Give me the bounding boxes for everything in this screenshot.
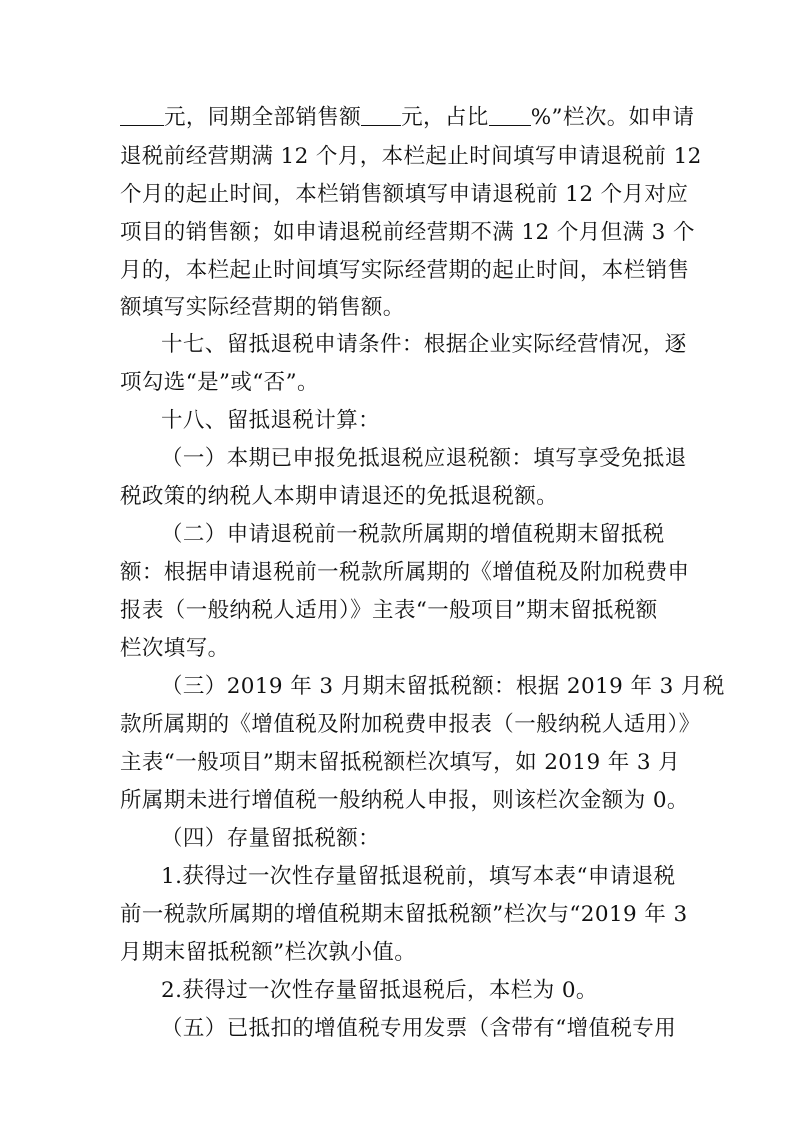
- item-2-line-2: 额：根据申请退税前一税款所属期的《增值税及附加税费申: [120, 560, 690, 585]
- text-line-5: 月的，本栏起止时间填写实际经营期的起止时间，本栏销售: [120, 258, 690, 283]
- item-4-sub-2: 2.获得过一次性存量留抵退税后，本栏为 0。: [161, 978, 598, 1003]
- item-3-line-3: 主表“一般项目”期末留抵税额栏次填写，如 2019 年 3 月: [120, 750, 681, 775]
- text-segment: 元，同期全部销售额: [164, 105, 362, 130]
- text-segment: %”栏次。如申请: [530, 105, 695, 130]
- item-4-sub-1-line-2: 前一税款所属期的增值税期末留抵税额”栏次与“2019 年 3: [120, 902, 688, 927]
- text-line-3: 个月的起止时间，本栏销售额填写申请退税前 12 个月对应: [120, 182, 689, 207]
- blank-underline: [489, 101, 531, 126]
- item-2-line-3: 报表（一般纳税人适用）》主表“一般项目”期末留抵税额: [120, 598, 658, 623]
- blank-underline: [361, 101, 401, 126]
- item-4-heading: （四）存量留抵税额：: [161, 826, 381, 851]
- text-line-1: [120, 100, 694, 136]
- text-line-8: 项勾选“是”或“否”。: [120, 370, 319, 395]
- item-4-sub-1-line-3: 月期末留抵税额”栏次孰小值。: [120, 940, 417, 965]
- blank-underline: [120, 101, 164, 126]
- item-3-line-4: 所属期未进行增值税一般纳税人申报，则该栏次金额为 0。: [120, 788, 689, 813]
- text-line-2: 退税前经营期满 12 个月，本栏起止时间填写申请退税前 12: [120, 144, 702, 169]
- text-line-4: 项目的销售额；如申请退税前经营期不满 12 个月但满 3 个: [120, 220, 695, 245]
- item-3-line-1: （三）2019 年 3 月期末留抵税额：根据 2019 年 3 月税: [161, 674, 725, 699]
- item-2-line-4: 栏次填写。: [120, 636, 230, 661]
- section-18-heading: 十八、留抵退税计算：: [161, 408, 381, 433]
- text-segment: 元，占比: [401, 105, 489, 130]
- item-1-line-2: 税政策的纳税人本期申请退还的免抵退税额。: [120, 484, 559, 509]
- item-4-sub-1-line-1: 1.获得过一次性存量留抵退税前，填写本表“申请退税: [161, 864, 676, 889]
- text-line-6: 额填写实际经营期的销售额。: [120, 295, 405, 320]
- item-3-line-2: 款所属期的《增值税及附加税费申报表（一般纳税人适用）》: [120, 712, 701, 737]
- item-1-line-1: （一）本期已申报免抵退税应退税额：填写享受免抵退: [161, 446, 687, 471]
- section-17-heading: 十七、留抵退税申请条件：根据企业实际经营情况，逐: [161, 332, 687, 357]
- item-2-line-1: （二）申请退税前一税款所属期的增值税期末留抵税: [161, 522, 665, 547]
- item-5-line-1: （五）已抵扣的增值税专用发票（含带有“增值税专用: [161, 1016, 677, 1041]
